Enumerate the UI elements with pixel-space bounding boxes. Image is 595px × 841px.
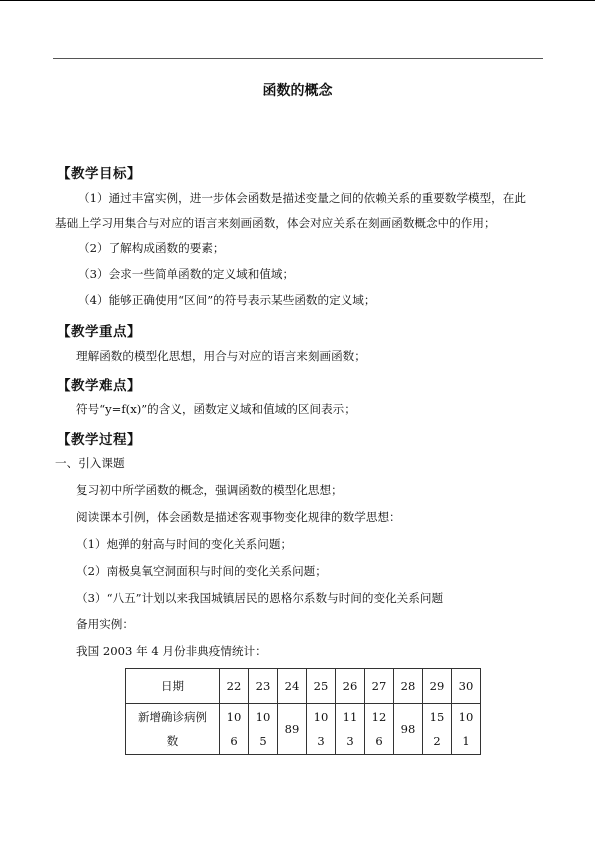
example-2: （2）南极臭氧空洞面积与时间的变化关系问题； — [76, 564, 327, 578]
intro-heading: 一、引入课题 — [55, 456, 125, 470]
cases-cell — [307, 704, 336, 755]
cases-value-line-2: 5 — [259, 734, 267, 748]
cases-value: 89 — [284, 722, 300, 736]
document-title: 函数的概念 — [262, 83, 333, 99]
cases-cell — [452, 704, 481, 755]
goal-4: （4）能够正确使用“区间”的符号表示某些函数的定义域； — [78, 293, 376, 307]
goal-1-line-2: 基础上学习用集合与对应的语言来刻画函数，体会对应关系在刻画函数概念中的作用； — [55, 216, 496, 230]
date-header-cell: 日期 — [126, 669, 220, 704]
cases-cell — [220, 704, 249, 755]
cases-value-line-1: 12 — [371, 710, 387, 724]
cases-cell — [365, 704, 394, 755]
cases-header-cell — [126, 704, 220, 755]
cases-value-line-1: 15 — [429, 710, 445, 724]
read-text: 阅读课本引例，体会函数是描述客观事物变化规律的数学思想： — [76, 510, 401, 524]
goal-2: （2）了解构成函数的要素； — [78, 241, 225, 255]
date-cell: 23 — [249, 669, 278, 704]
cases-cell — [394, 704, 423, 755]
cases-header-line-1: 新增确诊病例 — [138, 710, 207, 724]
cases-cell — [278, 704, 307, 755]
page-top-border — [0, 0, 595, 1]
review-text: 复习初中所学函数的概念，强调函数的模型化思想； — [76, 483, 343, 497]
process-heading: 【教学过程】 — [57, 432, 141, 448]
cases-value-line-2: 6 — [375, 734, 383, 748]
date-cell: 26 — [336, 669, 365, 704]
goals-heading: 【教学目标】 — [57, 166, 141, 182]
cases-cell — [249, 704, 278, 755]
sars-statistics-table — [125, 668, 481, 755]
cases-cell — [423, 704, 452, 755]
example-1: （1）炮弹的射高与时间的变化关系问题； — [76, 537, 293, 551]
cases-value-line-2: 2 — [433, 734, 441, 748]
cases-header-line-2: 数 — [166, 734, 179, 748]
cases-value-line-1: 10 — [458, 710, 474, 724]
cases-value: 98 — [400, 722, 416, 736]
table-row — [126, 704, 481, 755]
date-cell: 28 — [394, 669, 423, 704]
date-cell: 27 — [365, 669, 394, 704]
cases-cell — [336, 704, 365, 755]
sars-stat-caption: 我国 2003 年 4 月份非典疫情统计： — [76, 644, 267, 658]
goal-1-line-1: （1）通过丰富实例，进一步体会函数是描述变量之间的依赖关系的重要数学模型，在此 — [78, 191, 526, 205]
cases-value-line-1: 11 — [342, 710, 358, 724]
goal-3: （3）会求一些简单函数的定义域和值域； — [78, 267, 295, 281]
difficulty-heading: 【教学难点】 — [57, 378, 141, 394]
cases-value-line-1: 10 — [255, 710, 271, 724]
cases-value-line-1: 10 — [313, 710, 329, 724]
backup-label: 备用实例： — [76, 617, 134, 631]
cases-value-line-1: 10 — [226, 710, 242, 724]
key-points-text: 理解函数的模型化思想，用合与对应的语言来刻画函数； — [76, 349, 366, 363]
date-cell: 30 — [452, 669, 481, 704]
difficulty-text: 符号“y=f(x)”的含义，函数定义域和值域的区间表示； — [76, 402, 356, 416]
table-row — [126, 669, 481, 704]
cases-value-line-2: 1 — [462, 734, 470, 748]
key-points-heading: 【教学重点】 — [57, 324, 141, 340]
date-cell: 25 — [307, 669, 336, 704]
date-cell: 29 — [423, 669, 452, 704]
example-3: （3）“八五”计划以来我国城镇居民的恩格尔系数与时间的变化关系问题 — [76, 591, 444, 605]
date-cell: 22 — [220, 669, 249, 704]
date-cell: 24 — [278, 669, 307, 704]
cases-value-line-2: 3 — [346, 734, 354, 748]
cases-value-line-2: 6 — [230, 734, 238, 748]
cases-value-line-2: 3 — [317, 734, 325, 748]
header-rule — [53, 58, 543, 59]
